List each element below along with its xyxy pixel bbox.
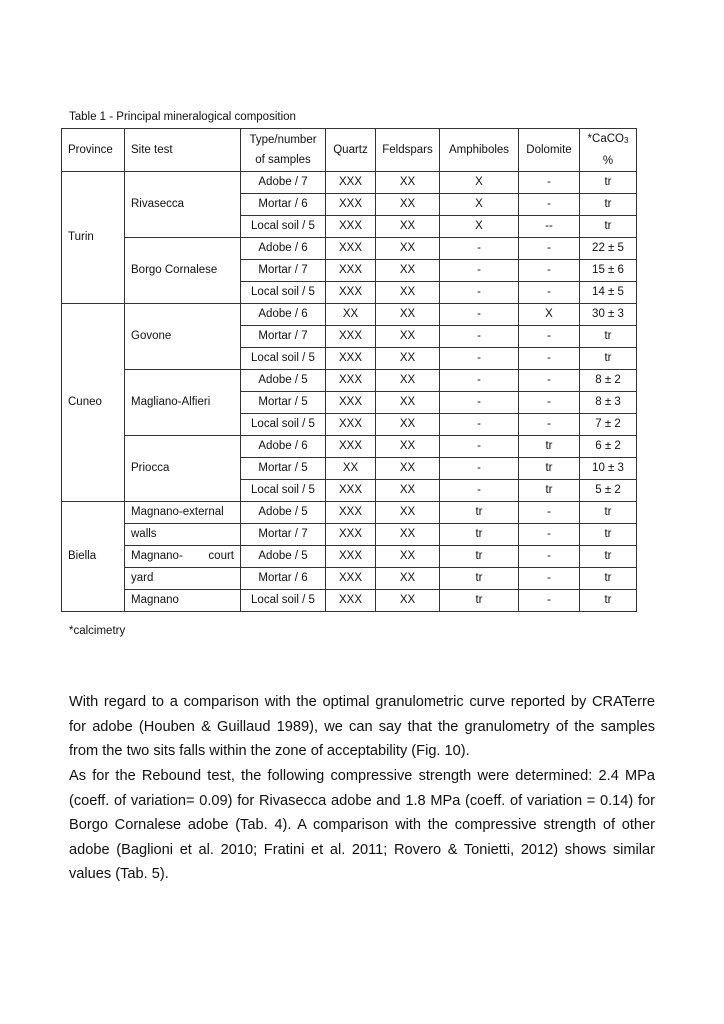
type-cell: Mortar / 5 <box>241 458 326 480</box>
type-cell: Local soil / 5 <box>241 282 326 304</box>
feldspars-cell: XX <box>376 194 440 216</box>
site-cell: walls <box>125 524 241 546</box>
site-cell: Magnano-external <box>125 502 241 524</box>
quartz-cell: XXX <box>326 194 376 216</box>
dolomite-cell: -- <box>519 216 580 238</box>
dolomite-cell: - <box>519 590 580 612</box>
caco3-cell: tr <box>580 326 637 348</box>
table-row <box>62 546 637 568</box>
quartz-cell: XXX <box>326 546 376 568</box>
amphiboles-cell: - <box>440 326 519 348</box>
feldspars-cell: XX <box>376 216 440 238</box>
quartz-cell: XXX <box>326 348 376 370</box>
site-cell: Magnano- court <box>125 546 241 568</box>
feldspars-cell: XX <box>376 238 440 260</box>
table-footnote: *calcimetry <box>69 625 126 637</box>
caco3-cell: 22 ± 5 <box>580 238 637 260</box>
type-cell: Adobe / 7 <box>241 172 326 194</box>
dolomite-cell: tr <box>519 436 580 458</box>
table-row <box>62 524 637 546</box>
site-cell: Magliano-Alfieri <box>125 370 241 436</box>
type-cell: Mortar / 7 <box>241 524 326 546</box>
quartz-cell: XXX <box>326 326 376 348</box>
feldspars-cell: XX <box>376 480 440 502</box>
province-cell: Turin <box>62 172 125 304</box>
type-cell: Mortar / 6 <box>241 194 326 216</box>
caco3-cell: 6 ± 2 <box>580 436 637 458</box>
amphiboles-cell: tr <box>440 568 519 590</box>
amphiboles-cell: X <box>440 194 519 216</box>
quartz-cell: XXX <box>326 392 376 414</box>
caco3-cell: 8 ± 2 <box>580 370 637 392</box>
site-cell: Magnano <box>125 590 241 612</box>
table-body <box>62 172 637 612</box>
amphiboles-cell: - <box>440 458 519 480</box>
amphiboles-cell: tr <box>440 546 519 568</box>
quartz-cell: XXX <box>326 568 376 590</box>
caco3-cell: 7 ± 2 <box>580 414 637 436</box>
dolomite-cell: - <box>519 502 580 524</box>
type-cell: Adobe / 6 <box>241 238 326 260</box>
feldspars-cell: XX <box>376 436 440 458</box>
dolomite-cell: - <box>519 238 580 260</box>
dolomite-cell: - <box>519 546 580 568</box>
feldspars-cell: XX <box>376 172 440 194</box>
dolomite-cell: tr <box>519 480 580 502</box>
header-amphiboles: Amphiboles <box>440 129 519 172</box>
amphiboles-cell: - <box>440 348 519 370</box>
table-row <box>62 568 637 590</box>
table-row <box>62 238 637 260</box>
table-row <box>62 304 637 326</box>
caco3-cell: 30 ± 3 <box>580 304 637 326</box>
amphiboles-cell: - <box>440 304 519 326</box>
amphiboles-cell: tr <box>440 502 519 524</box>
quartz-cell: XXX <box>326 480 376 502</box>
table-row <box>62 502 637 524</box>
caco3-cell: tr <box>580 590 637 612</box>
quartz-cell: XXX <box>326 414 376 436</box>
header-type-line1: Type/number <box>249 134 317 146</box>
dolomite-cell: - <box>519 260 580 282</box>
table-row <box>62 590 637 612</box>
amphiboles-cell: - <box>440 414 519 436</box>
amphiboles-cell: X <box>440 216 519 238</box>
type-cell: Mortar / 6 <box>241 568 326 590</box>
header-feldspars: Feldspars <box>376 129 440 172</box>
caco3-cell: tr <box>580 194 637 216</box>
type-cell: Local soil / 5 <box>241 348 326 370</box>
site-cell: yard <box>125 568 241 590</box>
dolomite-cell: - <box>519 172 580 194</box>
type-cell: Adobe / 5 <box>241 370 326 392</box>
dolomite-cell: - <box>519 392 580 414</box>
caco3-cell: tr <box>580 546 637 568</box>
header-type-line2: of samples <box>255 154 311 166</box>
caco3-cell: tr <box>580 348 637 370</box>
dolomite-cell: - <box>519 524 580 546</box>
table-header-row <box>62 129 637 172</box>
feldspars-cell: XX <box>376 282 440 304</box>
mineralogical-table <box>61 128 637 612</box>
table-caption: Table 1 - Principal mineralogical composition <box>69 111 296 123</box>
feldspars-cell: XX <box>376 348 440 370</box>
header-type <box>241 129 326 172</box>
quartz-cell: XXX <box>326 282 376 304</box>
site-cell: Borgo Cornalese <box>125 238 241 304</box>
table-row <box>62 436 637 458</box>
caco3-cell: tr <box>580 524 637 546</box>
feldspars-cell: XX <box>376 524 440 546</box>
dolomite-cell: - <box>519 326 580 348</box>
quartz-cell: XXX <box>326 502 376 524</box>
feldspars-cell: XX <box>376 304 440 326</box>
dolomite-cell: - <box>519 348 580 370</box>
amphiboles-cell: - <box>440 480 519 502</box>
site-cell: Govone <box>125 304 241 370</box>
feldspars-cell: XX <box>376 392 440 414</box>
amphiboles-cell: - <box>440 282 519 304</box>
amphiboles-cell: - <box>440 260 519 282</box>
table-row <box>62 172 637 194</box>
feldspars-cell: XX <box>376 568 440 590</box>
caco3-cell: 15 ± 6 <box>580 260 637 282</box>
quartz-cell: XXX <box>326 524 376 546</box>
feldspars-cell: XX <box>376 546 440 568</box>
type-cell: Adobe / 6 <box>241 436 326 458</box>
caco3-cell: 10 ± 3 <box>580 458 637 480</box>
type-cell: Local soil / 5 <box>241 216 326 238</box>
header-caco3-label: *CaCO <box>587 133 624 145</box>
type-cell: Local soil / 5 <box>241 590 326 612</box>
type-cell: Adobe / 6 <box>241 304 326 326</box>
quartz-cell: XXX <box>326 216 376 238</box>
quartz-cell: XXX <box>326 238 376 260</box>
dolomite-cell: - <box>519 282 580 304</box>
caco3-cell: tr <box>580 502 637 524</box>
type-cell: Adobe / 5 <box>241 502 326 524</box>
caco3-cell: tr <box>580 216 637 238</box>
caco3-cell: 5 ± 2 <box>580 480 637 502</box>
quartz-cell: XXX <box>326 172 376 194</box>
feldspars-cell: XX <box>376 458 440 480</box>
feldspars-cell: XX <box>376 370 440 392</box>
dolomite-cell: - <box>519 194 580 216</box>
quartz-cell: XXX <box>326 590 376 612</box>
feldspars-cell: XX <box>376 502 440 524</box>
amphiboles-cell: tr <box>440 524 519 546</box>
type-cell: Mortar / 7 <box>241 260 326 282</box>
amphiboles-cell: X <box>440 172 519 194</box>
province-cell: Cuneo <box>62 304 125 502</box>
amphiboles-cell: - <box>440 370 519 392</box>
amphiboles-cell: - <box>440 238 519 260</box>
header-caco3-unit: % <box>602 155 614 167</box>
amphiboles-cell: - <box>440 436 519 458</box>
type-cell: Local soil / 5 <box>241 414 326 436</box>
amphiboles-cell: tr <box>440 590 519 612</box>
quartz-cell: XX <box>326 304 376 326</box>
body-paragraph-2: As for the Rebound test, the following compressive strength were determined: 2.4 MPa (coeff. of variation= 0.09) for Rivasecca adobe and 1.8 MPa (coeff. of variation = 0.14) for Borgo Cornalese adobe (Tab. 4). A comparison with the compressive strength of other adobe (Baglioni et al. 2010; Fratini et al. 2011; Rovero & Tonietti, 2012) shows similar values (Tab. 5). <box>69 768 655 882</box>
table-row <box>62 370 637 392</box>
feldspars-cell: XX <box>376 260 440 282</box>
header-caco3-sub: 3 <box>623 136 629 145</box>
dolomite-cell: X <box>519 304 580 326</box>
caco3-cell: tr <box>580 568 637 590</box>
type-cell: Adobe / 5 <box>241 546 326 568</box>
header-quartz: Quartz <box>326 129 376 172</box>
dolomite-cell: tr <box>519 458 580 480</box>
header-site: Site test <box>125 129 241 172</box>
quartz-cell: XXX <box>326 370 376 392</box>
type-cell: Mortar / 7 <box>241 326 326 348</box>
type-cell: Local soil / 5 <box>241 480 326 502</box>
caco3-cell: tr <box>580 172 637 194</box>
caco3-cell: 8 ± 3 <box>580 392 637 414</box>
quartz-cell: XX <box>326 458 376 480</box>
header-province: Province <box>62 129 125 172</box>
feldspars-cell: XX <box>376 590 440 612</box>
type-cell: Mortar / 5 <box>241 392 326 414</box>
body-paragraph-1: With regard to a comparison with the optimal granulometric curve reported by CRATerre for adobe (Houben & Guillaud 1989), we can say that the granulometry of the samples from the two sits falls within the zone of acceptability (Fig. 10). <box>69 694 655 759</box>
amphiboles-cell: - <box>440 392 519 414</box>
header-caco3 <box>580 129 637 172</box>
caco3-cell: 14 ± 5 <box>580 282 637 304</box>
site-cell: Priocca <box>125 436 241 502</box>
feldspars-cell: XX <box>376 414 440 436</box>
dolomite-cell: - <box>519 370 580 392</box>
site-cell: Rivasecca <box>125 172 241 238</box>
header-dolomite: Dolomite <box>519 129 580 172</box>
dolomite-cell: - <box>519 568 580 590</box>
quartz-cell: XXX <box>326 260 376 282</box>
dolomite-cell: - <box>519 414 580 436</box>
quartz-cell: XXX <box>326 436 376 458</box>
province-cell: Biella <box>62 502 125 612</box>
feldspars-cell: XX <box>376 326 440 348</box>
